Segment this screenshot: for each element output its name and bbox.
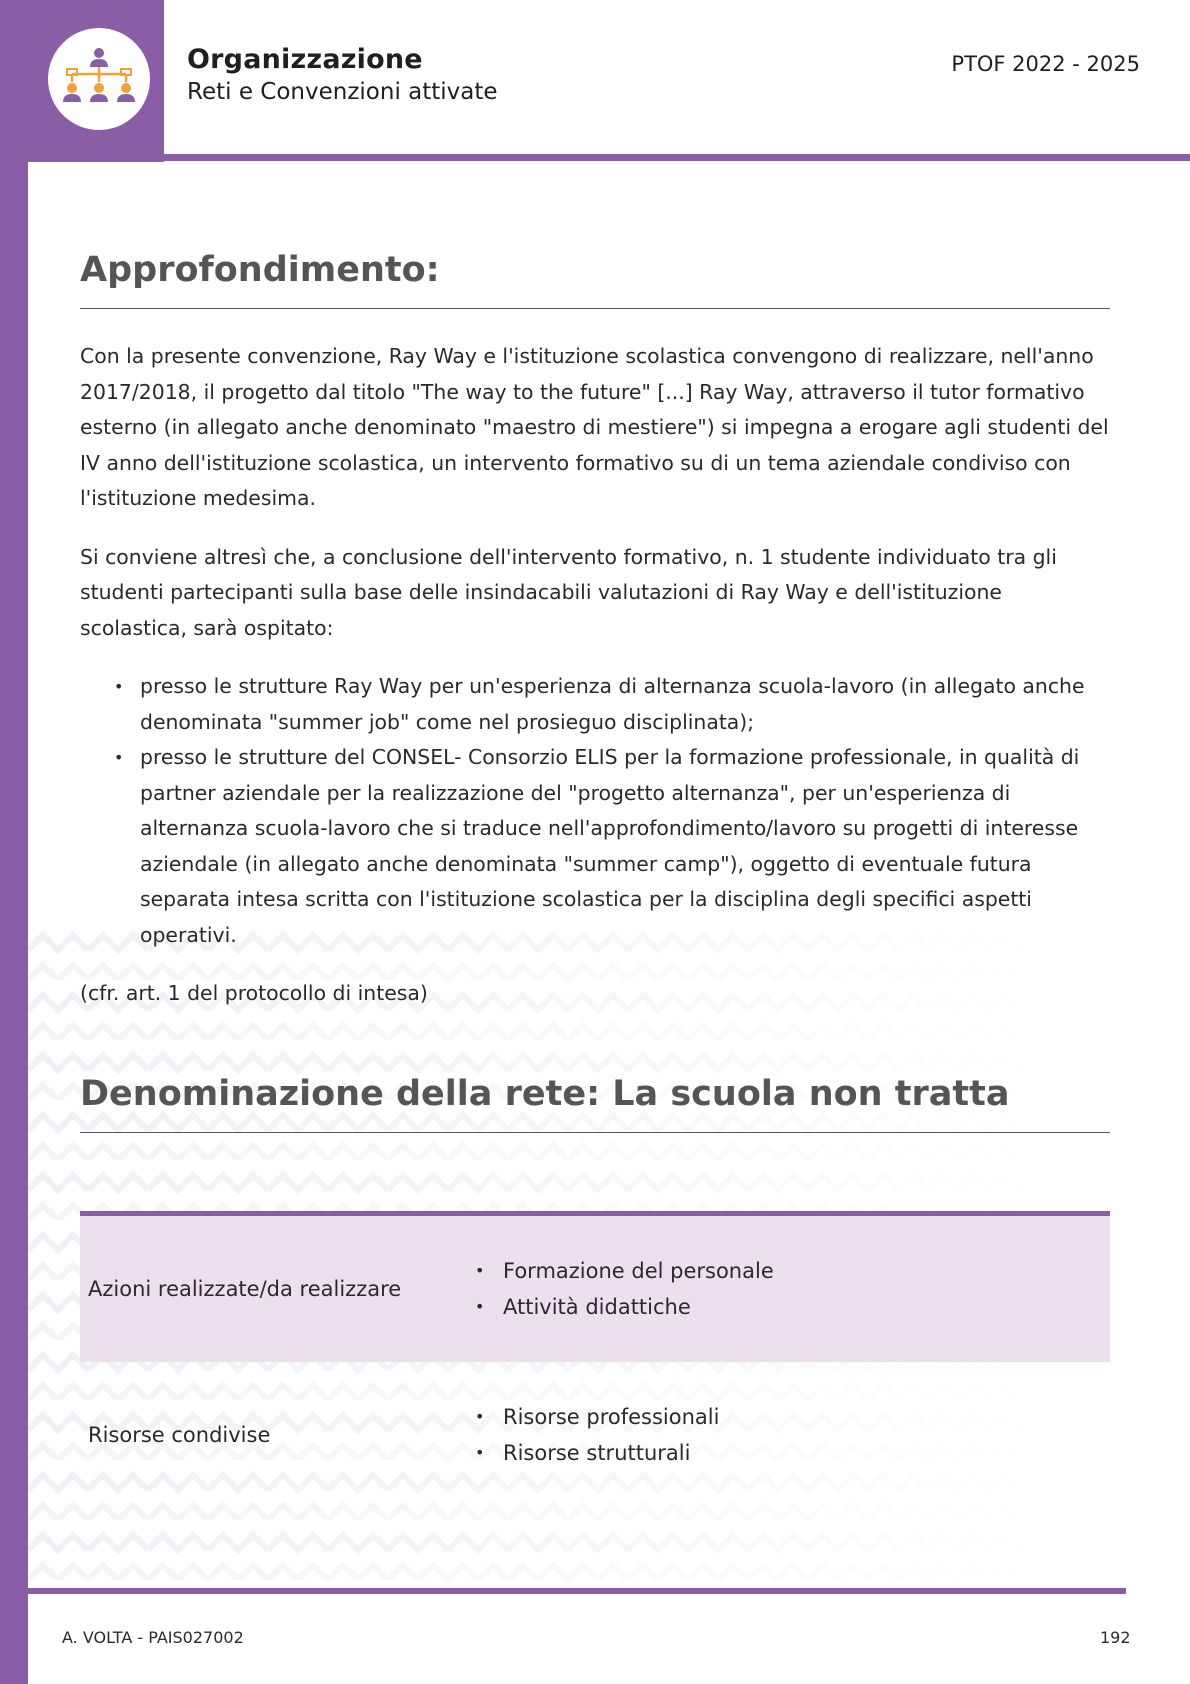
row-values [473, 1253, 774, 1325]
side-accent-bar [0, 0, 28, 1684]
ptof-label: PTOF 2022 - 2025 [951, 52, 1140, 76]
list-item: • presso le strutture del CONSEL- Consorzio ELIS per la formazione professionale, in qualità di partner aziendale per la realizzazione del "progetto alternanza", per un'esperienza di alternanza scuola-lavoro che si traduce nell'approfondimento/lavoro su progetti di interesse aziendale (in allegato anche denominata "summer camp"), oggetto di eventuale futura separata intesa scritta con l'istituzione scolastica per la disciplina degli specifici aspetti operativi. [114, 745, 1080, 947]
approfondimento-section [80, 250, 1110, 1133]
footer-divider [28, 1588, 1126, 1594]
row-values [473, 1399, 719, 1471]
paragraph-convenzione: Con la presente convenzione, Ray Way e l'istituzione scolastica convengono di realizzare, nell'anno 2017/2018, il progetto dal titolo "The way to the future" [...] Ray Way, attraverso il tutor formativo esterno (in allegato anche denominato "maestro di mestiere") si impegna a erogare agli studenti del IV anno dell'istituzione scolastica, un intervento formativo su di un tema aziendale condiviso con l'istituzione medesima. [80, 344, 1109, 510]
table-row [80, 1216, 1110, 1362]
table-row [80, 1362, 1110, 1508]
list-item: • Risorse strutturali [475, 1441, 691, 1465]
citation: (cfr. art. 1 del protocollo di intesa) [80, 981, 428, 1005]
logo-box [0, 0, 164, 162]
list-item: • Risorse professionali [475, 1405, 720, 1429]
header-divider [164, 154, 1190, 161]
network-table [80, 1211, 1110, 1508]
row-label: Risorse condivise [88, 1423, 271, 1447]
footer-school: A. VOLTA - PAIS027002 [62, 1628, 244, 1647]
network-heading: Denominazione della rete: La scuola non tratta [80, 1074, 1110, 1133]
hosting-list [80, 669, 1110, 953]
list-item: • presso le strutture Ray Way per un'esperienza di alternanza scuola-lavoro (in allegato anche denominata "summer job" come nel prosieguo disciplinata); [114, 674, 1085, 734]
paragraph-ospitalita: Si conviene altresì che, a conclusione dell'intervento formativo, n. 1 studente individuato tra gli studenti partecipanti sulla base delle insindacabili valutazioni di Ray Way e dell'istituzione scolastica, sarà ospitato: [80, 544, 1057, 640]
page-subtitle: Reti e Convenzioni attivate [187, 79, 498, 105]
logo-circle [48, 28, 150, 130]
list-item: • Attività didattiche [475, 1295, 691, 1319]
page-title: Organizzazione [187, 44, 423, 75]
row-label: Azioni realizzate/da realizzare [88, 1277, 402, 1301]
organization-chart-icon [48, 28, 150, 130]
approfondimento-heading: Approfondimento: [80, 250, 1110, 309]
list-item: • Formazione del personale [475, 1259, 774, 1283]
page-number: 192 [1100, 1628, 1131, 1647]
